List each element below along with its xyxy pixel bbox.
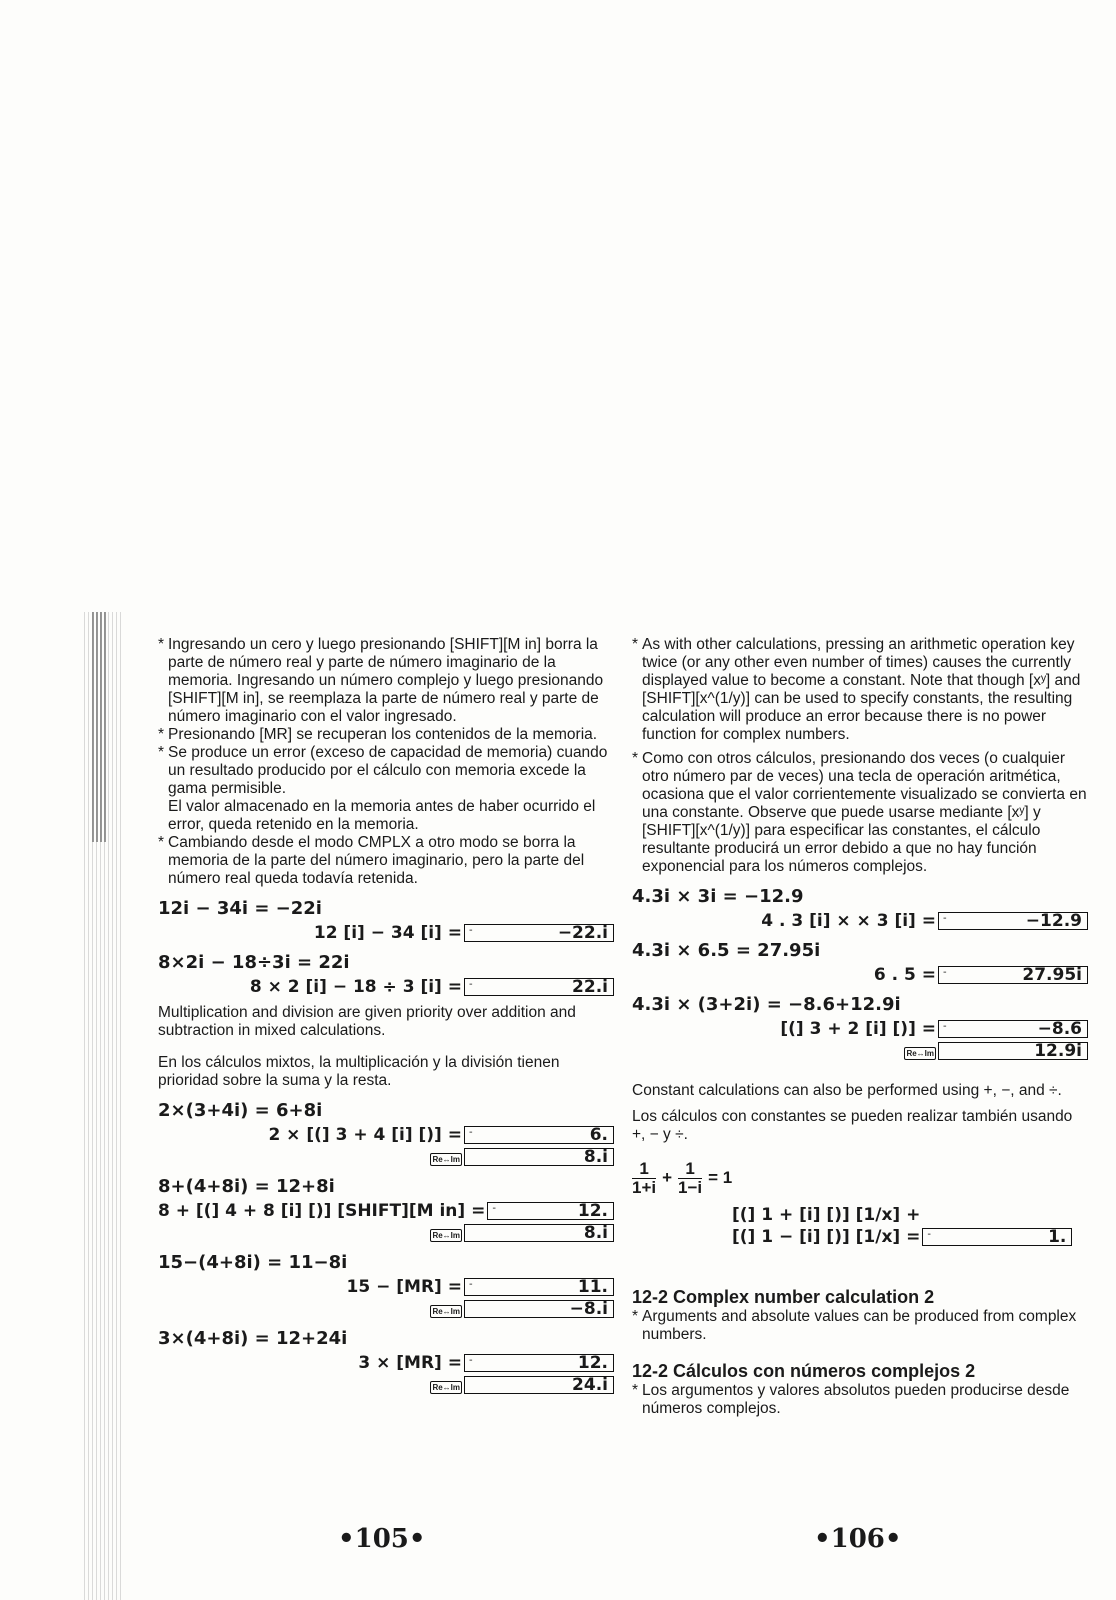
plus-sign: + (662, 1168, 673, 1187)
fraction-result: = 1 (708, 1168, 733, 1187)
re-im-key: Re↔Im (432, 1231, 460, 1240)
equation: 2×(3+4i) = 6+8i (158, 1100, 323, 1121)
example-mixed (158, 952, 614, 996)
example-fraction (632, 1154, 1088, 1246)
re-im-key: Re↔Im (906, 1049, 934, 1058)
priority-para-es: En los cálculos mixtos, la multiplicación y la división tienen prioridad sobre la suma y la resta. (158, 1054, 560, 1089)
calc-display-real: - −8.6 (938, 1020, 1088, 1038)
calc-display-real: - 12. (487, 1202, 614, 1220)
fraction-2: $\frac{1}{1-i}$ (678, 1158, 703, 1197)
note-arguments-es: * Los argumentos y valores absolutos pueden producirse desde números complejos. (632, 1382, 1088, 1418)
left-column (158, 636, 614, 1394)
note-memory-recall: * Presionando [MR] se recuperan los contenidos de la memoria. (158, 726, 614, 744)
re-im-key: Re↔Im (432, 1383, 460, 1392)
key-sequence: 8 × 2 [i] − 18 ÷ 3 [i] = (249, 977, 462, 997)
constant-para-es: Los cálculos con constantes se pueden realizar también usando +, − y ÷. (632, 1108, 1073, 1143)
equation: 4.3i × (3+2i) = −8.6+12.9i (632, 994, 901, 1015)
equation: 15−(4+8i) = 11−8i (158, 1252, 348, 1273)
example-constant-mul (632, 886, 1088, 930)
key-sequence: [(] 3 + 2 [i] [)] = (780, 1019, 936, 1039)
calc-display-imag: 12.9i (938, 1042, 1088, 1060)
right-column (632, 636, 1088, 1418)
example-parentheses (158, 1100, 614, 1166)
note-arguments-en: * Arguments and absolute values can be produced from complex numbers. (632, 1308, 1088, 1344)
calc-display-real: - 12. (464, 1354, 614, 1372)
calc-display-imag: 24.i (464, 1376, 614, 1394)
example-memory-sub (158, 1252, 614, 1318)
calc-display-imag: 8.i (464, 1148, 614, 1166)
calc-display-real: - 11. (464, 1278, 614, 1296)
key-sequence: 12 [i] − 34 [i] = (313, 923, 462, 943)
key-sequence: 4 . 3 [i] × × 3 [i] = (761, 911, 936, 931)
page-number-right: •106• (814, 1524, 902, 1554)
note-memory-retained: El valor almacenado en la memoria antes de haber ocurrido el error, queda retenido en la memoria. (168, 798, 596, 833)
equation: 8+(4+8i) = 12+8i (158, 1176, 335, 1197)
calc-display: - 22.i (464, 978, 614, 996)
note-constant-es: * Como con otros cálculos, presionando dos veces (o cualquier otro número par de veces) una tecla de operación aritmética, ocasiona que el valor corrientemente visualizado se convierta en una constante. Observe que puede usarse mediante [xʸ] y [SHIFT][x^(1/y)] para especificar las constantes, el cálculo resultante producirá un error debido a que no hay función exponencial para los números complejos. (632, 750, 1088, 876)
key-sequence: 15 − [MR] = (346, 1277, 462, 1297)
calc-display-imag: −8.i (464, 1300, 614, 1318)
calc-display-imag: 8.i (464, 1224, 614, 1242)
re-im-key: Re↔Im (432, 1155, 460, 1164)
equation: 12i − 34i = −22i (158, 898, 322, 919)
calc-display: - −22.i (464, 924, 614, 942)
calc-display: - −12.9 (938, 912, 1088, 930)
page-number-left: •105• (338, 1524, 426, 1554)
equation: 4.3i × 6.5 = 27.95i (632, 940, 821, 961)
note-mode-change: * Cambiando desde el modo CMPLX a otro modo se borra la memoria de la parte del número imaginario, pero la parte del número real queda todavía retenida. (158, 834, 614, 888)
page-binding-edge (84, 612, 124, 1600)
calc-display: - 1. (922, 1228, 1072, 1246)
constant-para-en: Constant calculations can also be performed using +, −, and ÷. (632, 1082, 1062, 1099)
note-memory-clear: * Ingresando un cero y luego presionando [SHIFT][M in] borra la parte de número real y parte de número imaginario de la memoria. Ingresando un número complejo y luego presionando [SHIFT][M in], se reemplaza la parte de número real y parte de número imaginario con el valor ingresado. (158, 636, 614, 726)
equation: 8×2i − 18÷3i = 22i (158, 952, 350, 973)
memory-notes (158, 636, 614, 798)
equation: 4.3i × 3i = −12.9 (632, 886, 804, 907)
calc-display-real: - 6. (464, 1126, 614, 1144)
equation: 3×(4+8i) = 12+24i (158, 1328, 348, 1349)
fraction-1: $\frac{1}{1+i}$ (632, 1158, 657, 1197)
section-heading-es: 12-2 Cálculos con números complejos 2 (632, 1361, 976, 1381)
note-constant-en: * As with other calculations, pressing an arithmetic operation key twice (or any other even number of times) causes the currently displayed value to become a constant. Note that though [xʸ] and [SHIFT][x^(1/y)] can be used to specify constants, the resulting calculation will produce an error because there is no power function for complex numbers. (632, 636, 1088, 744)
key-sequence: 6 . 5 = (873, 965, 936, 985)
example-constant-complex (632, 994, 1088, 1060)
key-sequence: 8 + [(] 4 + 8 [i] [)] [SHIFT][M in] = (158, 1201, 486, 1221)
key-sequence-1: [(] 1 + [i] [)] [1/x] + (732, 1205, 921, 1225)
section-heading-en: 12-2 Complex number calculation 2 (632, 1287, 935, 1307)
priority-para-en: Multiplication and division are given priority over addition and subtraction in mixed calculations. (158, 1004, 576, 1039)
key-sequence: 2 × [(] 3 + 4 [i] [)] = (268, 1125, 462, 1145)
key-sequence-2: [(] 1 − [i] [)] [1/x] = (732, 1227, 921, 1247)
constant-notes (632, 636, 1088, 876)
calc-display: - 27.95i (938, 966, 1088, 984)
example-memory-mul (158, 1328, 614, 1394)
example-constant-mul-2 (632, 940, 1088, 984)
re-im-key: Re↔Im (432, 1307, 460, 1316)
example-memory-add (158, 1176, 614, 1242)
example-subtraction (158, 898, 614, 942)
note-memory-error: * Se produce un error (exceso de capacidad de memoria) cuando un resultado producido por el cálculo con memoria excede la gama permisible. (158, 744, 614, 798)
key-sequence: 3 × [MR] = (358, 1353, 462, 1373)
